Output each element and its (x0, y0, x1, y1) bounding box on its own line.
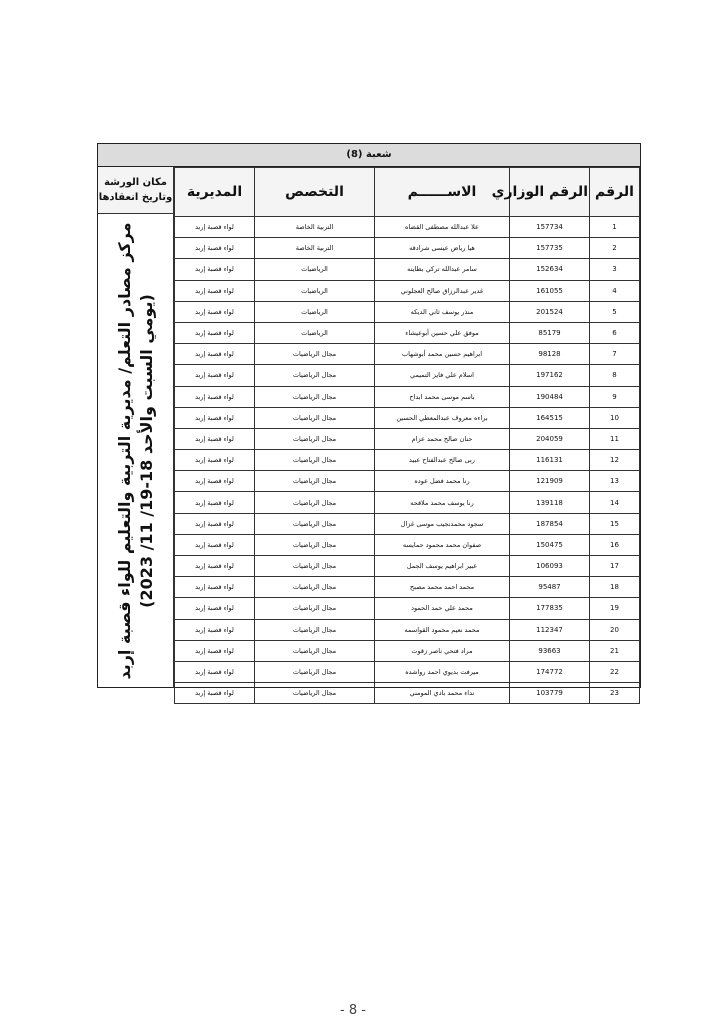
cell-ministry-id: 93663 (510, 640, 590, 661)
table-row (175, 344, 640, 365)
cell-name: رنا محمد فضل عوده (375, 471, 510, 492)
table-row (175, 450, 640, 471)
cell-name: منذر يوسف ثاني الديكه (375, 301, 510, 322)
cell-no: 19 (590, 598, 640, 619)
cell-specialization: مجال الرياضيات (255, 450, 375, 471)
cell-no: 17 (590, 556, 640, 577)
participants-table (174, 167, 640, 704)
table-row (175, 640, 640, 661)
cell-no: 10 (590, 407, 640, 428)
table-row (175, 619, 640, 640)
cell-specialization: الرياضيات (255, 259, 375, 280)
header-no: الرقم (590, 168, 640, 217)
cell-ministry-id: 187854 (510, 513, 590, 534)
cell-ministry-id: 157735 (510, 238, 590, 259)
cell-ministry-id: 174772 (510, 661, 590, 682)
cell-no: 21 (590, 640, 640, 661)
table-row (175, 577, 640, 598)
header-workshop-place (98, 167, 173, 214)
cell-directorate: لواء قصبة إربد (175, 217, 255, 238)
cell-no: 20 (590, 619, 640, 640)
cell-specialization: مجال الرياضيات (255, 365, 375, 386)
cell-specialization: التربية الخاصة (255, 238, 375, 259)
cell-specialization: مجال الرياضيات (255, 344, 375, 365)
workshop-place-text (114, 216, 158, 686)
cell-ministry-id: 197162 (510, 365, 590, 386)
cell-specialization: مجال الرياضيات (255, 577, 375, 598)
table-row (175, 428, 640, 449)
cell-no: 12 (590, 450, 640, 471)
document-sheet (97, 143, 641, 698)
cell-directorate: لواء قصبة إربد (175, 619, 255, 640)
table-row (175, 280, 640, 301)
cell-name: محمد علي حمد الحمود (375, 598, 510, 619)
table-row (175, 661, 640, 682)
table-body (175, 217, 640, 704)
cell-directorate: لواء قصبة إربد (175, 301, 255, 322)
cell-specialization: مجال الرياضيات (255, 556, 375, 577)
cell-ministry-id: 95487 (510, 577, 590, 598)
cell-no: 11 (590, 428, 640, 449)
cell-name: ميرفت بديوي احمد رواشده (375, 661, 510, 682)
cell-directorate: لواء قصبة إربد (175, 577, 255, 598)
cell-directorate: لواء قصبة إربد (175, 280, 255, 301)
cell-name: اسلام علي فايز التميمي (375, 365, 510, 386)
cell-ministry-id: 201524 (510, 301, 590, 322)
workshop-dates: (يومي السبت والأحد 18-19/ 11/ 2023) (136, 294, 156, 608)
cell-directorate: لواء قصبة إربد (175, 450, 255, 471)
cell-ministry-id: 98128 (510, 344, 590, 365)
cell-name: غدير عبدالرزاق صالح العجلوني (375, 280, 510, 301)
cell-ministry-id: 161055 (510, 280, 590, 301)
cell-directorate: لواء قصبة إربد (175, 556, 255, 577)
cell-directorate: لواء قصبة إربد (175, 407, 255, 428)
cell-no: 4 (590, 280, 640, 301)
cell-specialization: مجال الرياضيات (255, 661, 375, 682)
cell-directorate: لواء قصبة إربد (175, 471, 255, 492)
cell-ministry-id: 139118 (510, 492, 590, 513)
cell-name: صفوان محمد محمود حمايسه (375, 534, 510, 555)
cell-specialization: الرياضيات (255, 280, 375, 301)
cell-ministry-id: 85179 (510, 322, 590, 343)
header-name: الاســــــم (375, 168, 510, 217)
cell-no: 2 (590, 238, 640, 259)
cell-ministry-id: 152634 (510, 259, 590, 280)
cell-no: 7 (590, 344, 640, 365)
cell-directorate: لواء قصبة إربد (175, 344, 255, 365)
cell-no: 16 (590, 534, 640, 555)
cell-ministry-id: 164515 (510, 407, 590, 428)
cell-no: 6 (590, 322, 640, 343)
cell-specialization: الرياضيات (255, 301, 375, 322)
cell-no: 3 (590, 259, 640, 280)
table-row (175, 492, 640, 513)
cell-directorate: لواء قصبة إربد (175, 683, 255, 704)
cell-specialization: مجال الرياضيات (255, 534, 375, 555)
header-place-line1: مكان الورشة (104, 177, 167, 188)
table-row (175, 683, 640, 704)
table-row (175, 513, 640, 534)
cell-directorate: لواء قصبة إربد (175, 598, 255, 619)
cell-directorate: لواء قصبة إربد (175, 513, 255, 534)
table-row (175, 598, 640, 619)
cell-name: سامر عبدالله تركي بطاينه (375, 259, 510, 280)
cell-name: رنا يوسف محمد ملاقحه (375, 492, 510, 513)
workshop-place-cell (98, 214, 173, 688)
cell-specialization: الرياضيات (255, 322, 375, 343)
cell-specialization: مجال الرياضيات (255, 471, 375, 492)
cell-specialization: مجال الرياضيات (255, 640, 375, 661)
table-row (175, 365, 640, 386)
cell-directorate: لواء قصبة إربد (175, 365, 255, 386)
cell-specialization: مجال الرياضيات (255, 598, 375, 619)
table-row (175, 556, 640, 577)
cell-no: 1 (590, 217, 640, 238)
cell-name: براءه معروف عبدالمعطي الحسين (375, 407, 510, 428)
cell-directorate: لواء قصبة إربد (175, 492, 255, 513)
cell-name: عبير ابراهيم يوسف الجمل (375, 556, 510, 577)
table-row (175, 407, 640, 428)
cell-ministry-id: 106093 (510, 556, 590, 577)
cell-ministry-id: 121909 (510, 471, 590, 492)
cell-name: حنان صالح محمد عزام (375, 428, 510, 449)
workshop-location: مركز مصادر التعلم/ مديرية التربية والتعليم للواء قصبة إربد (114, 222, 134, 680)
cell-no: 23 (590, 683, 640, 704)
cell-name: سجود محمدنجيب موسى غزال (375, 513, 510, 534)
table-row (175, 301, 640, 322)
cell-name: نداء محمد بادي المومني (375, 683, 510, 704)
cell-no: 15 (590, 513, 640, 534)
page-number: - 8 - (340, 1003, 366, 1018)
header-specialization: التخصص (255, 168, 375, 217)
cell-specialization: مجال الرياضيات (255, 386, 375, 407)
cell-name: ابراهيم حسين محمد أبوشهاب (375, 344, 510, 365)
header-ministry-id: الرقم الوزاري (510, 168, 590, 217)
cell-no: 18 (590, 577, 640, 598)
cell-directorate: لواء قصبة إربد (175, 322, 255, 343)
cell-name: موفق علي حسين أبوعيشاء (375, 322, 510, 343)
cell-ministry-id: 116131 (510, 450, 590, 471)
cell-no: 5 (590, 301, 640, 322)
table-row (175, 386, 640, 407)
cell-name: محمد احمد محمد مصبح (375, 577, 510, 598)
cell-no: 8 (590, 365, 640, 386)
header-directorate: المديرية (175, 168, 255, 217)
cell-name: مراد فتحي ناصر زقوت (375, 640, 510, 661)
cell-no: 14 (590, 492, 640, 513)
cell-ministry-id: 112347 (510, 619, 590, 640)
table-row (175, 217, 640, 238)
table-header-row (175, 168, 640, 217)
cell-specialization: مجال الرياضيات (255, 492, 375, 513)
cell-no: 9 (590, 386, 640, 407)
table-grid (98, 167, 640, 698)
cell-specialization: مجال الرياضيات (255, 619, 375, 640)
cell-specialization: مجال الرياضيات (255, 407, 375, 428)
cell-name: علا عبدالله مصطفى القضاه (375, 217, 510, 238)
cell-name: محمد نعيم محمود القواسمه (375, 619, 510, 640)
cell-ministry-id: 190484 (510, 386, 590, 407)
section-title: شعبة (8) (98, 144, 640, 167)
cell-ministry-id: 177835 (510, 598, 590, 619)
cell-no: 13 (590, 471, 640, 492)
cell-name: هيا رياض عيسى شرادقه (375, 238, 510, 259)
cell-directorate: لواء قصبة إربد (175, 238, 255, 259)
cell-directorate: لواء قصبة إربد (175, 661, 255, 682)
cell-directorate: لواء قصبة إربد (175, 259, 255, 280)
cell-directorate: لواء قصبة إربد (175, 386, 255, 407)
cell-specialization: مجال الرياضيات (255, 428, 375, 449)
cell-specialization: التربية الخاصة (255, 217, 375, 238)
cell-ministry-id: 150475 (510, 534, 590, 555)
table-row (175, 534, 640, 555)
header-place-line2: وتاريخ انعقادها (98, 192, 173, 203)
table-row (175, 259, 640, 280)
cell-ministry-id: 157734 (510, 217, 590, 238)
cell-ministry-id: 103779 (510, 683, 590, 704)
table-row (175, 322, 640, 343)
cell-ministry-id: 204059 (510, 428, 590, 449)
table-row (175, 238, 640, 259)
cell-name: ربى صالح عبدالفتاح عبيد (375, 450, 510, 471)
cell-no: 22 (590, 661, 640, 682)
cell-name: باسم موسى محمد ابداح (375, 386, 510, 407)
cell-directorate: لواء قصبة إربد (175, 428, 255, 449)
cell-specialization: مجال الرياضيات (255, 513, 375, 534)
cell-specialization: مجال الرياضيات (255, 683, 375, 704)
cell-directorate: لواء قصبة إربد (175, 640, 255, 661)
table-row (175, 471, 640, 492)
workshop-place-column (98, 167, 174, 688)
cell-directorate: لواء قصبة إربد (175, 534, 255, 555)
